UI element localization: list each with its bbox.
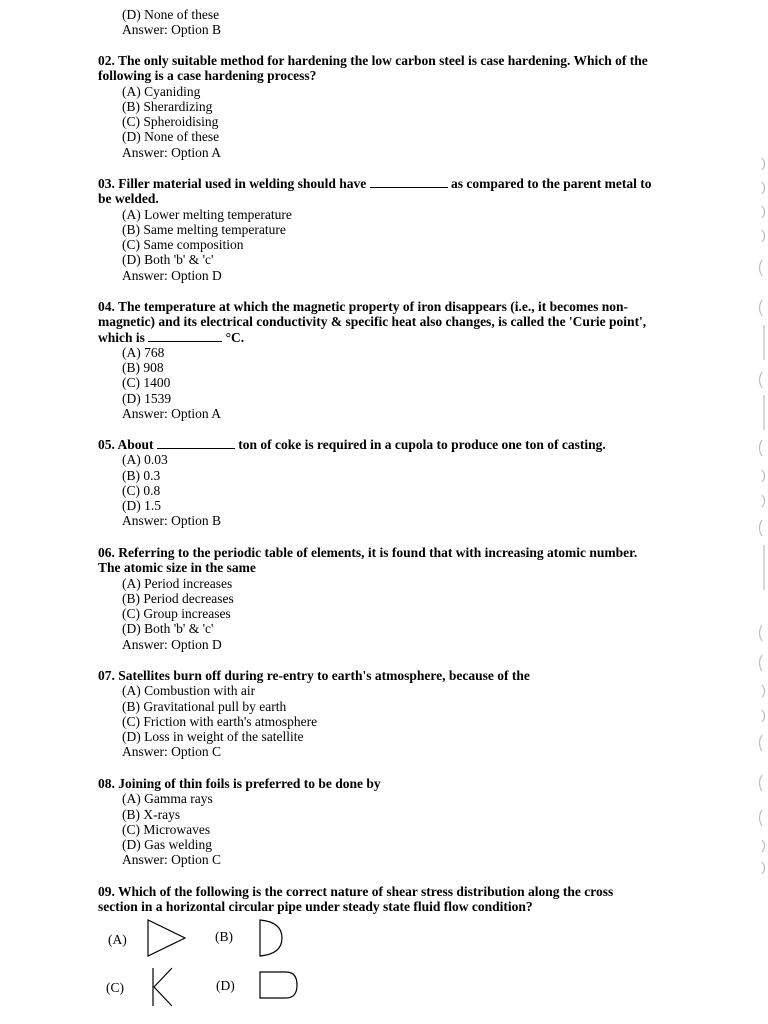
margin-bleed-strip [756,150,768,880]
question-05 [98,437,723,529]
options-list [98,452,723,528]
figure-label-a: (A) [108,932,127,947]
option-d: (D) Gas welding [122,837,212,853]
option-d: (D) 1.5 [122,498,161,514]
question-04 [98,299,723,421]
options-list [98,207,723,283]
figure-label-d: (D) [216,978,235,993]
figure-label-b: (B) [215,929,233,944]
options-list [98,791,723,867]
previous-question-tail [122,7,221,38]
semicircle-profile-icon [258,918,286,958]
option-c: (C) Same composition [122,237,244,253]
question-02 [98,53,723,160]
option-b: (B) Gravitational pull by earth [122,698,287,714]
question-stem: 09. Which of the following is the correct nature of shear stress distribution along the cross section in a horizontal circular pipe under steady state fluid flow condition? [98,884,614,915]
option-d: (D) 1539 [122,390,172,406]
answer: Answer: Option B [122,513,221,529]
option-d: (D) None of these [122,7,220,22]
options-list [98,84,723,160]
option-c: (C) Spheroidising [122,114,219,130]
answer: Answer: Option B [122,22,221,38]
option-a: (A) Cyaniding [122,83,201,99]
question-stem: 02. The only suitable method for hardening the low carbon steel is case hardening. Which of the following is a case hardening process? [98,53,648,84]
option-d: (D) Both 'b' & 'c' [122,252,214,268]
options-list [98,683,723,759]
figure-options-row-2 [98,966,428,1006]
k-shape-profile-icon [150,966,178,1008]
option-c: (C) 1400 [122,375,171,391]
option-d: (D) None of these [122,129,220,145]
option-a: (A) Combustion with air [122,683,256,699]
question-09 [98,884,723,915]
option-b: (B) Same melting temperature [122,221,286,237]
option-c: (C) Friction with earth's atmosphere [122,713,318,729]
option-b: (B) Sherardizing [122,98,213,114]
answer: Answer: Option A [122,406,221,422]
option-c: (C) Microwaves [122,821,211,837]
option-a: (A) 768 [122,344,165,360]
question-stem: 03. Filler material used in welding should have as compared to the parent metal to be welded. [98,176,652,207]
answer: Answer: Option A [122,144,221,160]
options-list [98,345,723,421]
answer-blank [370,176,448,188]
question-stem: 08. Joining of thin foils is preferred to be done by [98,776,381,791]
triangle-profile-icon [146,918,188,958]
answer: Answer: Option C [122,852,221,868]
question-03 [98,176,723,283]
option-b: (B) 0.3 [122,467,161,483]
question-stem: 05. About ton of coke is required in a cupola to produce one ton of casting. [98,437,606,452]
option-d: (D) Loss in weight of the satellite [122,729,304,745]
option-b: (B) X-rays [122,806,181,822]
figure-options-row-1 [98,918,428,958]
answer: Answer: Option D [122,267,222,283]
question-stem: 04. The temperature at which the magnetic property of iron disappears (i.e., it becomes non- magnetic) and its electrical conductivity & specific heat also changes, is called the 'Curie point', which is °C. [98,299,647,345]
answer: Answer: Option D [122,636,222,652]
question-07 [98,668,723,760]
answer-blank [157,437,235,449]
option-b: (B) Period decreases [122,590,234,606]
option-a: (A) 0.03 [122,452,168,468]
question-stem: 07. Satellites burn off during re-entry to earth's atmosphere, because of the [98,668,530,683]
answer: Answer: Option C [122,744,221,760]
option-a: (A) Gamma rays [122,791,213,807]
question-06 [98,545,723,652]
figure-label-c: (C) [106,980,124,995]
option-a: (A) Period increases [122,575,233,591]
option-c: (C) 0.8 [122,482,161,498]
option-d: (D) Both 'b' & 'c' [122,621,214,637]
question-stem: 06. Referring to the periodic table of elements, it is found that with increasing atomic number. The atomic size in the same [98,545,638,576]
options-list [98,576,723,652]
rounded-rect-profile-icon [258,970,300,1000]
answer-blank [148,330,222,342]
question-08 [98,776,723,868]
option-a: (A) Lower melting temperature [122,206,292,222]
option-c: (C) Group increases [122,606,231,622]
option-b: (B) 908 [122,360,164,376]
